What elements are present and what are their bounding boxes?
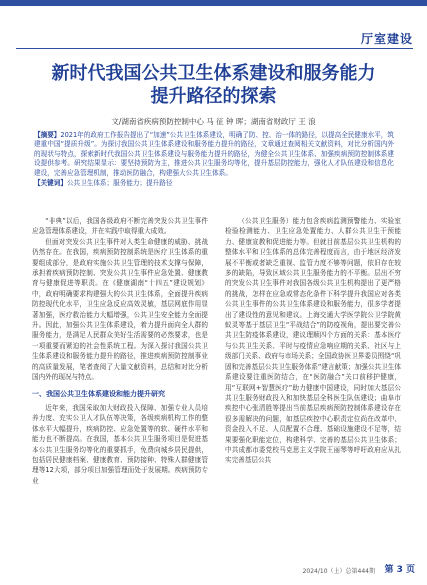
keywords-text: 公共卫生体系；服务能力；提升路径 [66, 179, 173, 188]
abstract-text: 2021年的政府工作报告提出了“加速”公共卫生体系建设，明确了防、控、治一体的路径，以提高全民健康水平，筑建重中国“提质升级”。为探讨我国公共卫生体系建设和服务能力提升的路径，文章通过查阅相关文献资料，对比分析国内外的现状与特点，探索新时代我国公共卫生体系建设与服务能力提升的路径，为健全公共卫生体系、加强疾病预防控制体系建设提供参考。研究结果显示：要坚持预防为主，推进公共卫生服务均等化，提升基层防控能力，强化人才队伍建设和信息化建设，完善应急管理机制，推动医防融合，构建强大公共卫生体系。 [34, 131, 394, 177]
paragraph: “非典”以后，我国各级政府不断完善突发公共卫生事件应急管理体系建设，并在实践中取得重大成效。 [32, 217, 208, 236]
abstract-block [34, 131, 394, 188]
paragraph: （公共卫生服务）能力包含疾病监测预警能力、实验室检验检测能力、卫生应急处置能力、人群公共卫生干预能力、健康宣教和促进能力等。但就目前基层公共卫生机构的整体水平和卫生体系的总体完善程度而言，由于地区经济发展不平衡或者缺乏重视、监管力度不够等问题，依旧存在较多的缺陷，导致区域公共卫生服务能力的不平衡。层出不穷的突发公共卫生事件对我国各级公共卫生机构提出了更严格的挑战，怎样在应急或常态化条件下科学提升我国应对各类公共卫生事件的公共卫生体系建设和服务能力，很多学者提出了建设性的意见和建议。上海交通大学医学院公卫学院黄蚁灵等基于基层卫生“平战结合”的防疫视角，提出要完善公共卫生防疫体系建设，建议理顺四个方面的关系：基本医疗与公共卫生关系、平时与疫情应急响应期的关系、社区与上级部门关系、政府与市场关系；全国政协医卫界委员围绕“巩固和完善基层公共卫生服务体系”建言献策；加强公共卫生体系建设要注重医防结合，在“医防融合”关口前移护健康，用“互联网+智慧医疗”助力健康中国建设，同时加大基层公共卫生服务财政投入和加快基层全科医生队伍建设；曲阜市疾控中心张清胜等提出当前基层疾病预防控制体系建设存在很多需解决的问题，如基层疾控中心职责定位尚在改革中、资金投入不足、人员配置不合理、基础设施建设不足等，结果要强化职能定位，构建科学、完善的基层公共卫生体系；中共成都市委党校马克思主义学院王丽琴等呼吁政府应从扎实完善基层公共 [225, 217, 401, 465]
left-column [32, 216, 208, 486]
section-heading: 一、我国公共卫生体系建设和能力提升研究 [32, 389, 165, 398]
article-title-line2: 提升路径的探索 [150, 86, 277, 107]
page-number: 第 3 页 [384, 565, 415, 575]
section-tag: 厅室建设 [360, 32, 413, 46]
right-column [225, 216, 401, 466]
paragraph: 但面对突发公共卫生事件对人类生命健康的威胁、挑战仍然存在。在我国，疾病预防控制系统是医疗卫生体系的重要组成部分，是政府实施公共卫生管理的技术支撑与保障，承担着疾病预防控制、突发公共卫生事件应急处置、健康教育与健康促进等职责。在《健康湖南“十四五”建设规划》中，政府明确要求构建强大的公共卫生体系，全面提升疾病防控现代化水平，卫生应急反应高效灵敏，基层网底作用显著加强，医疗救治能力大幅增强，公共卫生安全能力全面提升。因此，加强公共卫生体系建设，着力提升面向全人群的服务能力，是满足人民群众美好生活需要的必然要求，也是一项重要而紧迫的社会性系统工程。为深入探讨我国公共卫生体系建设和服务能力提升的路径，推进疾病预防控制事业的高质量发展，笔者查阅了大量文献资料，总结和对比分析国内外的现况与特点。 [32, 237, 208, 382]
paragraph: 近年来，我国采取加大财政投入保障、加强专业人员培养力度、充实公卫人才队伍等决策，各级疾病机构工作的整体水平大幅提升，疾病防控、应急处置等的软、硬件水平和能力也不断提高。在我国，基本公共卫生服务项目是促进基本公共卫生服务均等化的重要抓手，免费向城乡居民提供，包括居民健康档案、健康教育、预防接种、特殊人群健康管理等12大项，部分项目加强管理而处于发展期。疾病预防专业 [32, 403, 208, 485]
article-authors: 文/湖南省疾病预防控制中心 马 征 钟 晖；湖南省财政厅 王 浪 [111, 117, 316, 126]
keywords-line [34, 179, 394, 188]
body-columns [32, 216, 401, 560]
abstract-label: 【摘要】 [34, 131, 61, 139]
article-title-line1: 新时代我国公共卫生体系建设和服务能力 [51, 63, 376, 84]
keywords-label: 【关键词】 [34, 179, 67, 188]
top-accent-bar [0, 0, 427, 6]
header-divider [16, 48, 413, 49]
issue-info: 2024/10（上）总第444期 [302, 568, 375, 575]
